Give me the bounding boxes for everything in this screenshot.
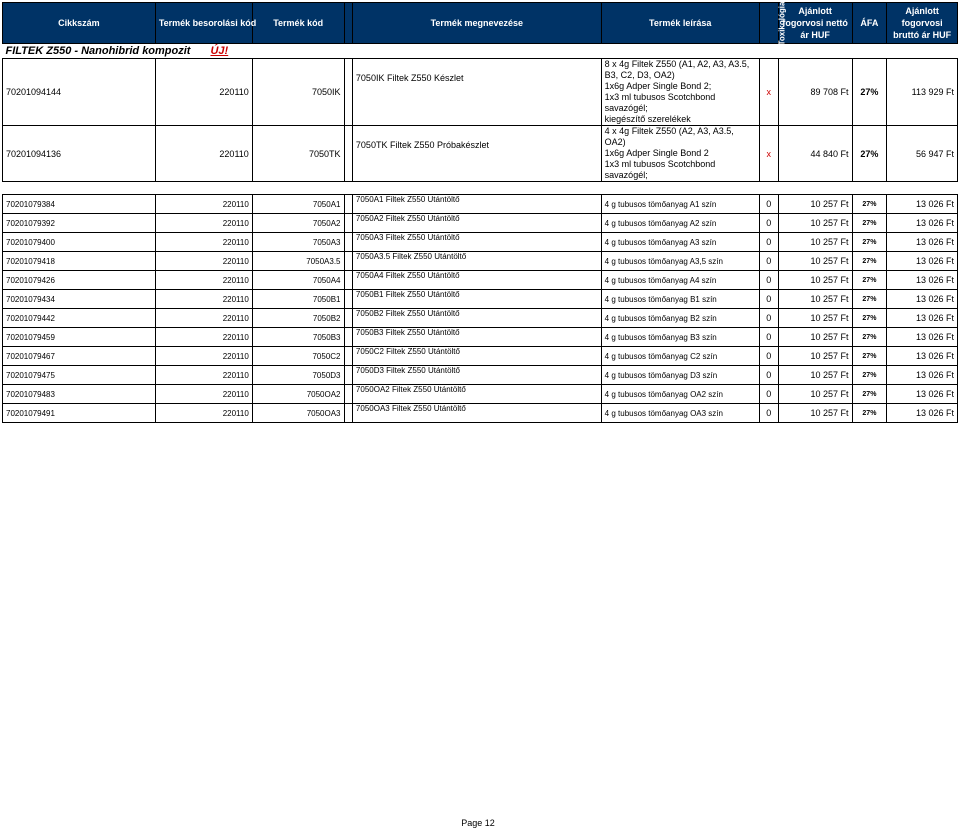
leiras-cell: 4 g tubusos tömőanyag OA3 szín [601, 404, 759, 423]
spacer-cell [344, 214, 352, 233]
toxikologia-cell: 0 [759, 233, 778, 252]
leiras-cell: 4 g tubusos tömőanyag A2 szín [601, 214, 759, 233]
besorolasi-cell: 220110 [155, 195, 252, 214]
spacer-cell [344, 347, 352, 366]
termek-kod-cell: 7050B1 [252, 290, 344, 309]
cikkszam-cell: 70201079442 [3, 309, 156, 328]
besorolasi-cell: 220110 [155, 214, 252, 233]
new-badge: ÚJ! [210, 45, 229, 57]
cikkszam-cell: 70201079418 [3, 252, 156, 271]
afa-cell: 27% [852, 366, 887, 385]
megnevezes-cell: 7050C2 Filtek Z550 Utántöltő [352, 347, 601, 366]
afa-cell: 27% [852, 271, 887, 290]
header-afa: ÁFA [852, 3, 887, 44]
section-heading-row [3, 44, 958, 59]
netto-cell: 10 257 Ft [778, 385, 852, 404]
toxikologia-cell: x [759, 59, 778, 126]
megnevezes-cell: 7050A3 Filtek Z550 Utántöltő [352, 233, 601, 252]
leiras-cell: 4 g tubusos tömőanyag A1 szín [601, 195, 759, 214]
item-row [3, 214, 958, 233]
termek-kod-cell: 7050C2 [252, 347, 344, 366]
item-row [3, 290, 958, 309]
netto-cell: 10 257 Ft [778, 271, 852, 290]
section-title: FILTEK Z550 - Nanohibrid kompozit [5, 45, 191, 57]
besorolasi-cell: 220110 [155, 385, 252, 404]
besorolasi-cell: 220110 [155, 233, 252, 252]
leiras-line: 1x3 ml tubusos Scotchbond [604, 92, 716, 102]
brutto-cell: 13 026 Ft [887, 290, 958, 309]
megnevezes-cell: 7050OA3 Filtek Z550 Utántöltő [352, 404, 601, 423]
header-ajanlott-brutto: Ajánlott fogorvosi bruttó ár HUF [887, 3, 958, 44]
megnevezes-cell: 7050TK Filtek Z550 Próbakészlet [352, 126, 601, 182]
item-row [3, 233, 958, 252]
brutto-cell: 13 026 Ft [887, 252, 958, 271]
besorolasi-cell: 220110 [155, 126, 252, 182]
afa-cell: 27% [852, 347, 887, 366]
leiras-line: B3, C2, D3, OA2) [604, 70, 675, 80]
besorolasi-cell: 220110 [155, 404, 252, 423]
spacer-cell [344, 252, 352, 271]
toxikologia-cell: 0 [759, 195, 778, 214]
brutto-cell: 13 026 Ft [887, 233, 958, 252]
brutto-cell: 56 947 Ft [887, 126, 958, 182]
leiras-cell [601, 126, 759, 182]
termek-kod-cell: 7050TK [252, 126, 344, 182]
header-ajanlott-netto: Ajánlott fogorvosi nettó ár HUF [778, 3, 852, 44]
afa-cell: 27% [852, 126, 887, 182]
termek-kod-cell: 7050A3.5 [252, 252, 344, 271]
brutto-cell: 13 026 Ft [887, 271, 958, 290]
besorolasi-cell: 220110 [155, 309, 252, 328]
brutto-cell: 113 929 Ft [887, 59, 958, 126]
besorolasi-cell: 220110 [155, 328, 252, 347]
afa-cell: 27% [852, 195, 887, 214]
leiras-cell: 4 g tubusos tömőanyag B1 szín [601, 290, 759, 309]
brutto-cell: 13 026 Ft [887, 214, 958, 233]
spacer-cell [344, 195, 352, 214]
toxikologia-cell: 0 [759, 252, 778, 271]
leiras-cell: 4 g tubusos tömőanyag A4 szín [601, 271, 759, 290]
netto-cell: 10 257 Ft [778, 233, 852, 252]
leiras-line: OA2) [604, 137, 626, 147]
item-row [3, 252, 958, 271]
toxikologia-cell: 0 [759, 347, 778, 366]
cikkszam-cell: 70201079400 [3, 233, 156, 252]
header-leiras: Termék leírása [601, 3, 759, 44]
spacer-row [3, 182, 958, 195]
leiras-line: savazógél; [604, 103, 648, 113]
cikkszam-cell: 70201079491 [3, 404, 156, 423]
besorolasi-cell: 220110 [155, 271, 252, 290]
leiras-cell: 4 g tubusos tömőanyag OA2 szín [601, 385, 759, 404]
besorolasi-cell: 220110 [155, 252, 252, 271]
spacer-cell [344, 366, 352, 385]
header-spacer [344, 3, 352, 44]
brutto-cell: 13 026 Ft [887, 385, 958, 404]
afa-cell: 27% [852, 252, 887, 271]
termek-kod-cell: 7050A1 [252, 195, 344, 214]
leiras-line: savazógél; [604, 170, 648, 180]
price-table [2, 2, 958, 423]
header-termek-kod: Termék kód [252, 3, 344, 44]
megnevezes-cell: 7050A2 Filtek Z550 Utántöltő [352, 214, 601, 233]
afa-cell: 27% [852, 214, 887, 233]
brutto-cell: 13 026 Ft [887, 404, 958, 423]
header-toxikologia-label: Toxikológia [777, 1, 787, 46]
besorolasi-cell: 220110 [155, 290, 252, 309]
netto-cell: 10 257 Ft [778, 290, 852, 309]
header-cikkszam: Cikkszám [3, 3, 156, 44]
netto-cell: 10 257 Ft [778, 404, 852, 423]
cikkszam-cell: 70201079426 [3, 271, 156, 290]
afa-cell: 27% [852, 309, 887, 328]
netto-cell: 10 257 Ft [778, 214, 852, 233]
brutto-cell: 13 026 Ft [887, 309, 958, 328]
item-row [3, 347, 958, 366]
leiras-line: 8 x 4g Filtek Z550 (A1, A2, A3, A3.5, [604, 59, 750, 69]
toxikologia-cell: 0 [759, 404, 778, 423]
kit-row [3, 126, 958, 182]
netto-cell: 10 257 Ft [778, 347, 852, 366]
leiras-line: kiegészítő szerelékek [604, 114, 691, 124]
leiras-cell: 4 g tubusos tömőanyag D3 szín [601, 366, 759, 385]
termek-kod-cell: 7050IK [252, 59, 344, 126]
item-row [3, 309, 958, 328]
header-toxikologia [759, 1, 787, 46]
leiras-cell: 4 g tubusos tömőanyag A3 szín [601, 233, 759, 252]
toxikologia-cell: 0 [759, 385, 778, 404]
toxikologia-cell: 0 [759, 328, 778, 347]
besorolasi-cell: 220110 [155, 366, 252, 385]
header-megnevezes: Termék megnevezése [352, 3, 601, 44]
spacer-cell [344, 404, 352, 423]
spacer-cell [3, 182, 958, 195]
spacer-cell [344, 271, 352, 290]
netto-cell: 10 257 Ft [778, 309, 852, 328]
megnevezes-cell: 7050OA2 Filtek Z550 Utántöltő [352, 385, 601, 404]
netto-cell: 10 257 Ft [778, 328, 852, 347]
termek-kod-cell: 7050OA3 [252, 404, 344, 423]
toxikologia-cell: 0 [759, 214, 778, 233]
toxikologia-cell: 0 [759, 366, 778, 385]
megnevezes-cell: 7050D3 Filtek Z550 Utántöltő [352, 366, 601, 385]
spacer-cell [344, 385, 352, 404]
megnevezes-cell: 7050A4 Filtek Z550 Utántöltő [352, 271, 601, 290]
brutto-cell: 13 026 Ft [887, 366, 958, 385]
termek-kod-cell: 7050B3 [252, 328, 344, 347]
item-row [3, 195, 958, 214]
leiras-cell: 4 g tubusos tömőanyag C2 szín [601, 347, 759, 366]
brutto-cell: 13 026 Ft [887, 347, 958, 366]
cikkszam-cell: 70201079467 [3, 347, 156, 366]
item-row [3, 404, 958, 423]
spacer-cell [344, 59, 352, 126]
leiras-cell [601, 59, 759, 126]
cikkszam-cell: 70201079434 [3, 290, 156, 309]
brutto-cell: 13 026 Ft [887, 195, 958, 214]
afa-cell: 27% [852, 290, 887, 309]
leiras-line: 1x3 ml tubusos Scotchbond [604, 159, 716, 169]
afa-cell: 27% [852, 385, 887, 404]
section-heading [3, 44, 958, 59]
cikkszam-cell: 70201079483 [3, 385, 156, 404]
netto-cell: 44 840 Ft [778, 126, 852, 182]
leiras-cell: 4 g tubusos tömőanyag B2 szín [601, 309, 759, 328]
item-row [3, 328, 958, 347]
netto-cell: 10 257 Ft [778, 366, 852, 385]
cikkszam-cell: 70201079475 [3, 366, 156, 385]
besorolasi-cell: 220110 [155, 347, 252, 366]
termek-kod-cell: 7050D3 [252, 366, 344, 385]
brutto-cell: 13 026 Ft [887, 328, 958, 347]
termek-kod-cell: 7050A3 [252, 233, 344, 252]
toxikologia-cell: 0 [759, 290, 778, 309]
spacer-cell [344, 290, 352, 309]
toxikologia-cell: 0 [759, 309, 778, 328]
termek-kod-cell: 7050A2 [252, 214, 344, 233]
leiras-line: 4 x 4g Filtek Z550 (A2, A3, A3.5, [604, 126, 734, 136]
afa-cell: 27% [852, 59, 887, 126]
afa-cell: 27% [852, 328, 887, 347]
leiras-cell: 4 g tubusos tömőanyag A3,5 szín [601, 252, 759, 271]
afa-cell: 27% [852, 404, 887, 423]
termek-kod-cell: 7050B2 [252, 309, 344, 328]
cikkszam-cell: 70201079459 [3, 328, 156, 347]
spacer-cell [344, 233, 352, 252]
page-footer: Page 12 [461, 818, 495, 828]
netto-cell: 10 257 Ft [778, 252, 852, 271]
item-row [3, 366, 958, 385]
netto-cell: 89 708 Ft [778, 59, 852, 126]
leiras-line: 1x6g Adper Single Bond 2 [604, 148, 709, 158]
kit-row [3, 59, 958, 126]
megnevezes-cell: 7050IK Filtek Z550 Készlet [352, 59, 601, 126]
item-row [3, 271, 958, 290]
header-besorolasi: Termék besorolási kód [155, 3, 252, 44]
megnevezes-cell: 7050A3.5 Filtek Z550 Utántöltő [352, 252, 601, 271]
netto-cell: 10 257 Ft [778, 195, 852, 214]
megnevezes-cell: 7050B3 Filtek Z550 Utántöltő [352, 328, 601, 347]
toxikologia-cell: 0 [759, 271, 778, 290]
item-row [3, 385, 958, 404]
cikkszam-cell: 70201079392 [3, 214, 156, 233]
spacer-cell [344, 309, 352, 328]
termek-kod-cell: 7050OA2 [252, 385, 344, 404]
spacer-cell [344, 328, 352, 347]
megnevezes-cell: 7050B1 Filtek Z550 Utántöltő [352, 290, 601, 309]
cikkszam-cell: 70201094144 [3, 59, 156, 126]
toxikologia-cell: x [759, 126, 778, 182]
termek-kod-cell: 7050A4 [252, 271, 344, 290]
megnevezes-cell: 7050B2 Filtek Z550 Utántöltő [352, 309, 601, 328]
spacer-cell [344, 126, 352, 182]
header-row [3, 3, 958, 44]
afa-cell: 27% [852, 233, 887, 252]
besorolasi-cell: 220110 [155, 59, 252, 126]
cikkszam-cell: 70201079384 [3, 195, 156, 214]
megnevezes-cell: 7050A1 Filtek Z550 Utántöltő [352, 195, 601, 214]
leiras-cell: 4 g tubusos tömőanyag B3 szín [601, 328, 759, 347]
cikkszam-cell: 70201094136 [3, 126, 156, 182]
leiras-line: 1x6g Adper Single Bond 2; [604, 81, 712, 91]
